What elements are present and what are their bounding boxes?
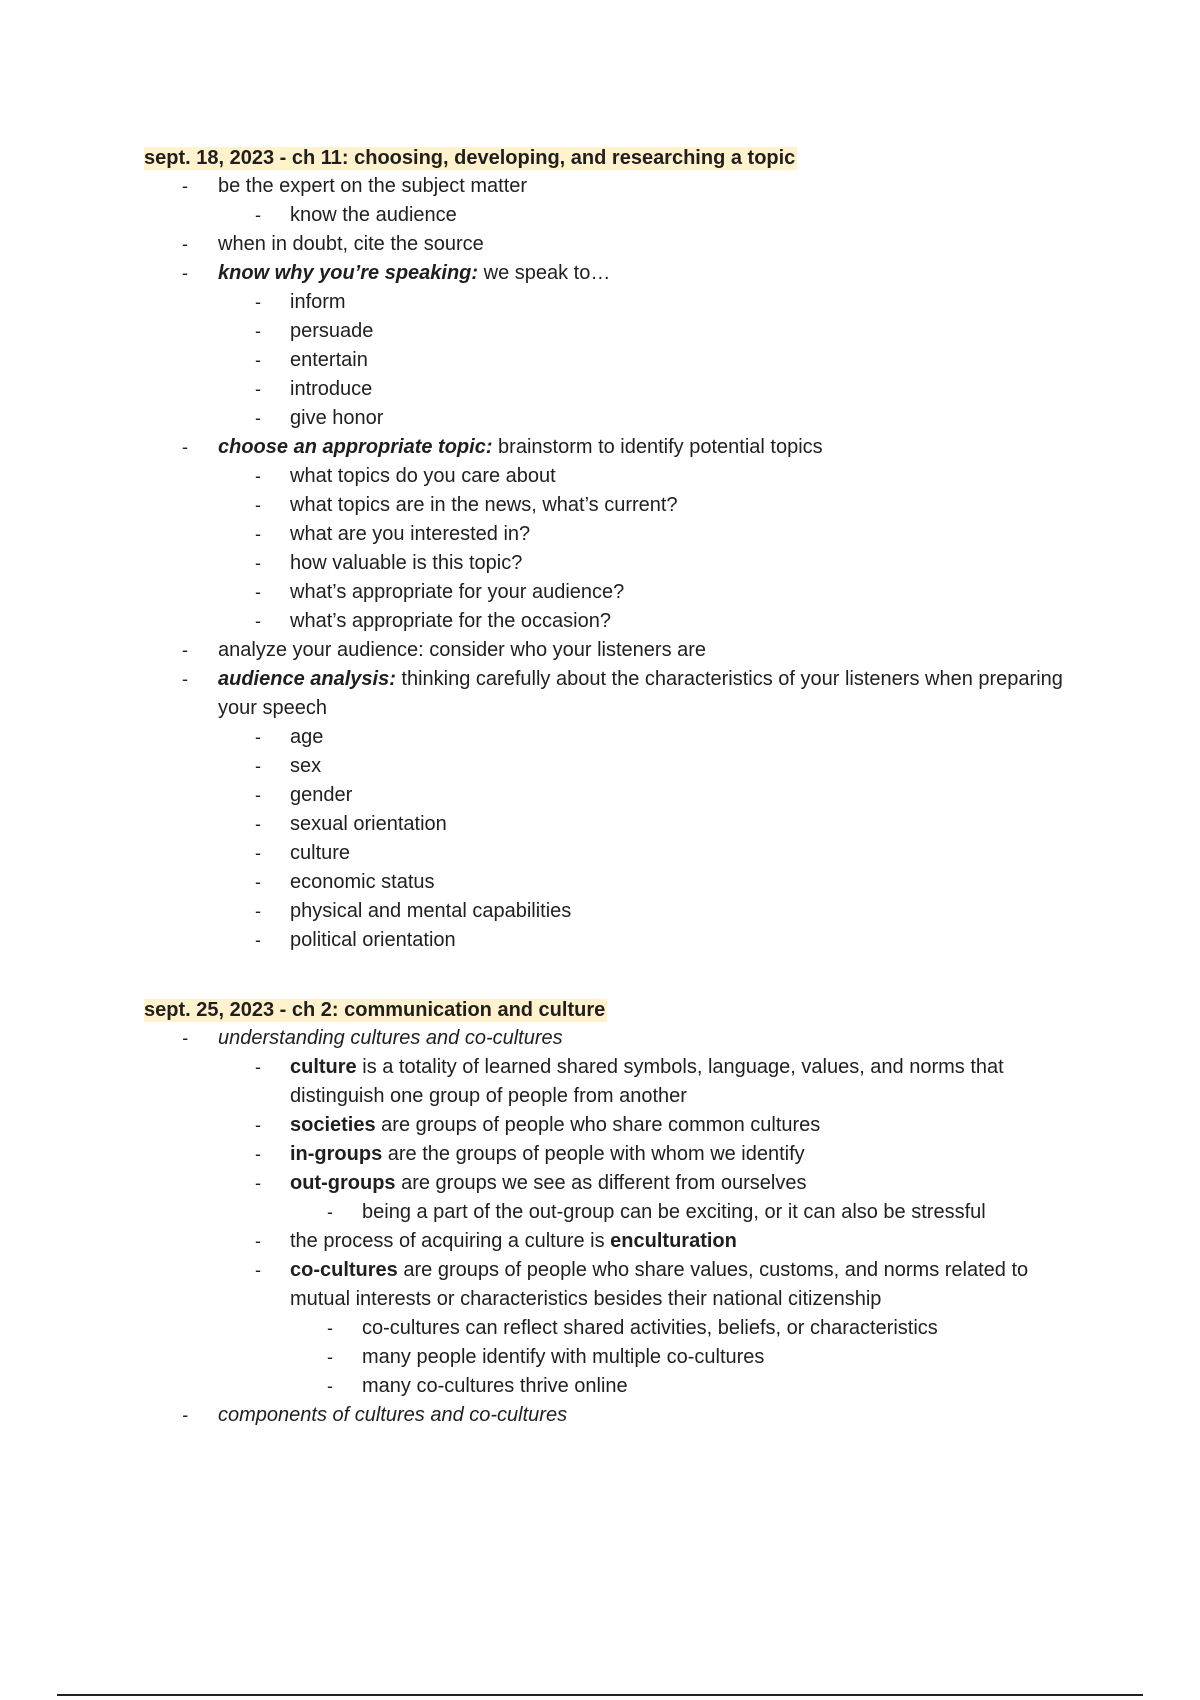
list-item [0, 1256, 1090, 1314]
list-item: - economic status [0, 868, 1090, 897]
list-item: - inform [0, 288, 1090, 317]
list-item: - be the expert on the subject matter [0, 172, 1098, 201]
term: enculturation [610, 1230, 737, 1252]
list-item: - co-cultures can reflect shared activities, beliefs, or characteristics [0, 1314, 1082, 1343]
list-item: - physical and mental capabilities [0, 897, 1090, 926]
term: choose an appropriate topic: [218, 436, 493, 458]
definition: are the groups of people with whom we identify [382, 1143, 805, 1165]
term: in-groups [290, 1143, 383, 1165]
term: culture [290, 1056, 357, 1078]
list-item: - sex [0, 752, 1090, 781]
list-item: - what topics are in the news, what’s current? [0, 491, 1090, 520]
definition: thinking carefully about the characteristics of your listeners when preparing your speech [218, 668, 1063, 719]
section-heading-text: sept. 25, 2023 - ch 2: communication and culture [144, 999, 606, 1021]
list-item [0, 433, 1098, 462]
definition: are groups of people who share values, customs, and norms related to mutual interests or characteristics besides their national citizenship [290, 1259, 1029, 1310]
list-item: - understanding cultures and co-cultures [0, 1024, 1098, 1053]
list-item: - give honor [0, 404, 1090, 433]
list-item: - being a part of the out-group can be exciting, or it can also be stressful [0, 1198, 1082, 1227]
section-heading-ch2 [144, 996, 607, 1024]
term: know why you’re speaking: [218, 262, 479, 284]
list-item [0, 1111, 1090, 1140]
list-item: - culture [0, 839, 1090, 868]
notes-list-ch2 [0, 1024, 1200, 1430]
list-item: - gender [0, 781, 1090, 810]
list-item: - sexual orientation [0, 810, 1090, 839]
list-item: - how valuable is this topic? [0, 549, 1090, 578]
list-item: - know the audience [0, 201, 1090, 230]
list-item: - when in doubt, cite the source [0, 230, 1098, 259]
section-heading-ch11 [144, 144, 797, 172]
definition: we speak to… [478, 262, 611, 284]
list-item: - persuade [0, 317, 1090, 346]
definition: the process of acquiring a culture is [290, 1230, 611, 1252]
list-item [0, 1053, 1090, 1111]
list-item: - many co-cultures thrive online [0, 1372, 1082, 1401]
definition: are groups we see as different from ourselves [395, 1172, 807, 1194]
list-item [0, 1169, 1090, 1198]
list-item: - introduce [0, 375, 1090, 404]
list-item: - many people identify with multiple co-cultures [0, 1343, 1082, 1372]
definition: is a totality of learned shared symbols, language, values, and norms that distinguish one group of people from another [290, 1056, 1004, 1107]
list-item [0, 665, 1098, 723]
term: societies [290, 1114, 376, 1136]
term: co-cultures [290, 1259, 398, 1281]
definition: brainstorm to identify potential topics [492, 436, 823, 458]
list-item: - age [0, 723, 1090, 752]
list-item: - components of cultures and co-cultures [0, 1401, 1098, 1430]
list-item [0, 259, 1098, 288]
list-item: - what topics do you care about [0, 462, 1090, 491]
list-item: - entertain [0, 346, 1090, 375]
list-item [0, 1227, 1090, 1256]
definition: are groups of people who share common cultures [375, 1114, 821, 1136]
term: out-groups [290, 1172, 396, 1194]
list-item: - analyze your audience: consider who your listeners are [0, 636, 1098, 665]
section-heading-text: sept. 18, 2023 - ch 11: choosing, developing, and researching a topic [144, 147, 796, 169]
list-item [0, 1140, 1090, 1169]
list-item: - what’s appropriate for the occasion? [0, 607, 1090, 636]
notes-list-ch11 [0, 172, 1200, 955]
list-item: - what are you interested in? [0, 520, 1090, 549]
page-bottom-rule [57, 1694, 1143, 1696]
list-item: - political orientation [0, 926, 1090, 955]
term: audience analysis: [218, 668, 396, 690]
list-item: - what’s appropriate for your audience? [0, 578, 1090, 607]
